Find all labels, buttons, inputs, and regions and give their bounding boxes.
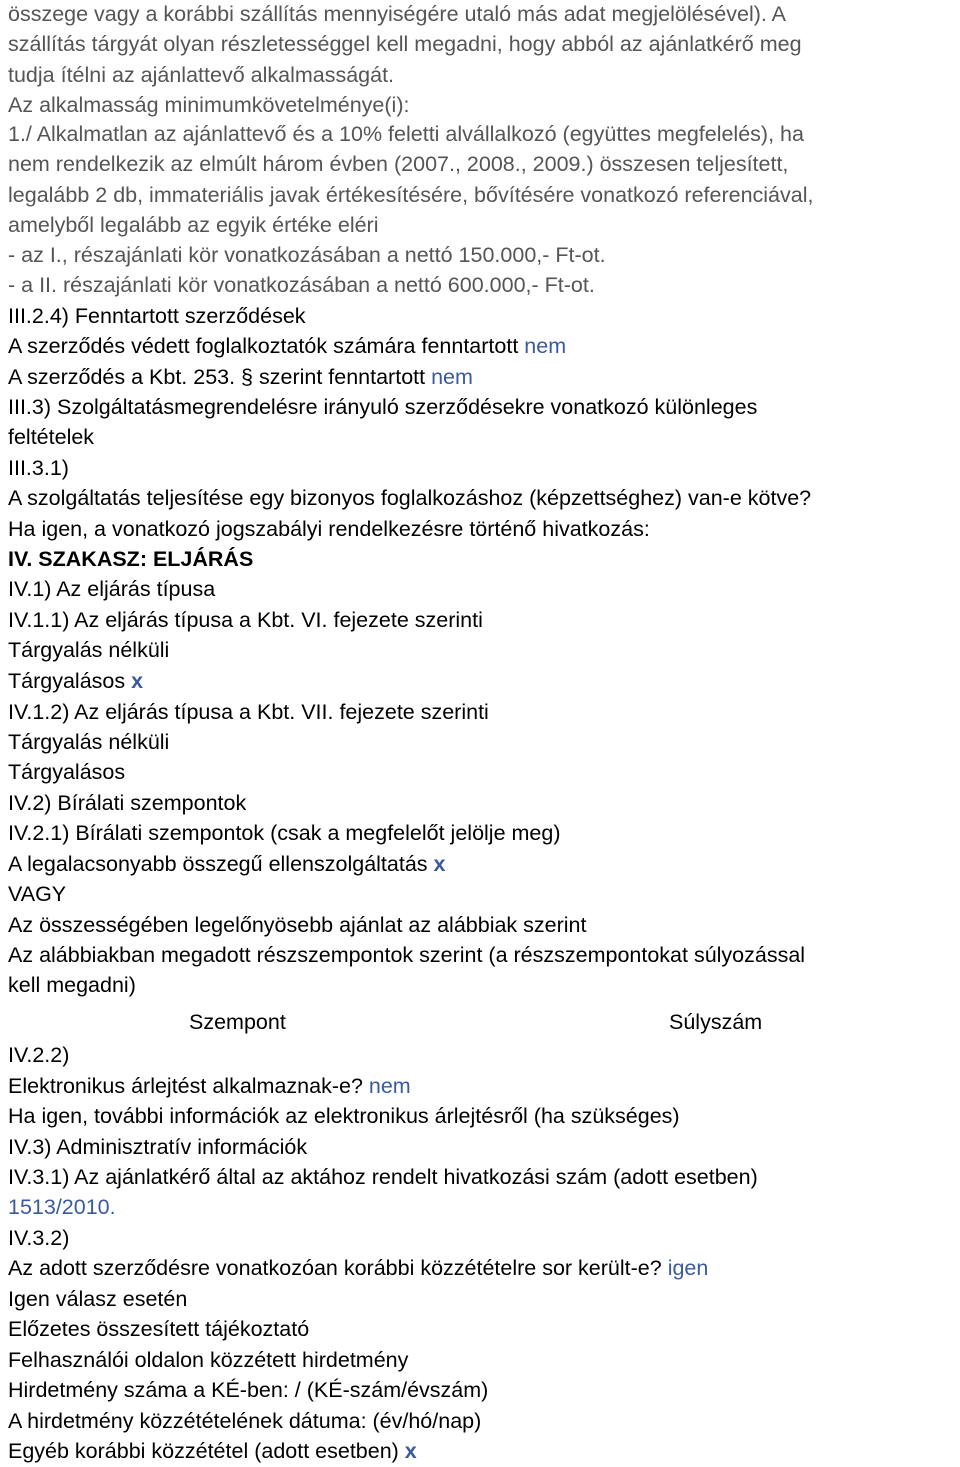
text-segment: Ha igen, a vonatkozó jogszabályi rendelkezésre történő hivatkozás: — [8, 517, 650, 541]
text-segment: összege vagy a korábbi szállítás mennyiségére utaló más adat megjelölésével). A — [8, 2, 786, 26]
text-segment: Igen válasz esetén — [8, 1287, 188, 1311]
text-segment: IV.2.2) — [8, 1043, 70, 1067]
text-segment: 1./ Alkalmatlan az ajánlattevő és a 10% feletti alvállalkozó (együttes megfelelés), ha — [8, 122, 804, 146]
text-line-l14 — [8, 394, 757, 420]
text-segment: IV.3.2) — [8, 1226, 70, 1250]
text-segment: Ha igen, további információk az elektronikus árlejtésről (ha szükséges) — [8, 1104, 680, 1128]
text-line-l29 — [8, 851, 445, 877]
text-line-l12 — [8, 333, 566, 359]
text-line-l38 — [8, 1134, 307, 1160]
text-line-l10 — [8, 272, 595, 298]
answer-value: x — [404, 1439, 417, 1463]
text-line-l28 — [8, 820, 561, 846]
text-segment: Tárgyalás nélküli — [8, 730, 170, 754]
criteria-column-header-szempont: Szempont — [189, 1010, 286, 1034]
text-line-l47 — [8, 1408, 481, 1434]
text-segment: Tárgyalás nélküli — [8, 638, 170, 662]
text-line-l36 — [8, 1073, 411, 1099]
text-line-l7 — [8, 182, 813, 208]
text-line-l21 — [8, 607, 483, 633]
text-line-l37 — [8, 1103, 680, 1129]
text-segment: IV.1) Az eljárás típusa — [8, 577, 216, 601]
text-line-l1 — [8, 1, 786, 27]
text-segment: IV.3) Adminisztratív információk — [8, 1135, 308, 1159]
text-segment: 1513/2010. — [8, 1195, 116, 1219]
text-line-l17 — [8, 485, 811, 511]
text-line-l24 — [8, 699, 489, 725]
text-segment: IV. SZAKASZ: ELJÁRÁS — [8, 547, 254, 571]
text-segment: legalább 2 db, immateriális javak értékesítésére, bővítésére vonatkozó referenciával, — [8, 183, 814, 207]
text-line-l23 — [8, 668, 143, 694]
text-segment: Egyéb korábbi közzététel (adott esetben) — [8, 1439, 405, 1463]
text-line-l3 — [8, 62, 394, 88]
text-segment: Előzetes összesített tájékoztató — [8, 1317, 310, 1341]
text-line-l48 — [8, 1438, 417, 1464]
text-segment: Az alábbiakban megadott részszempontok szerint (a részszempontokat súlyozással — [8, 943, 806, 967]
text-line-l6 — [8, 151, 788, 177]
criteria-column-header-sulyszam: Súlyszám — [669, 1010, 763, 1034]
text-segment: III.3) Szolgáltatásmegrendelésre irányuló szerződésekre vonatkozó különleges — [8, 395, 758, 419]
text-segment: IV.1.1) Az eljárás típusa a Kbt. VI. fejezete szerinti — [8, 608, 483, 632]
text-line-l19 — [8, 546, 253, 572]
text-segment: Az összességében legelőnyösebb ajánlat az alábbiak szerint — [8, 913, 587, 937]
text-segment: amelyből legalább az egyik értéke eléri — [8, 213, 379, 237]
text-segment: A szolgáltatás teljesítése egy bizonyos foglalkozáshoz (képzettséghez) van-e kötve? — [8, 486, 812, 510]
text-segment: Tárgyalásos — [8, 760, 126, 784]
text-line-l35 — [8, 1042, 69, 1068]
text-segment: IV.1.2) Az eljárás típusa a Kbt. VII. fejezete szerinti — [8, 700, 489, 724]
text-segment: Az alkalmasság minimumkövetelménye(i): — [8, 93, 410, 117]
text-line-l46 — [8, 1377, 488, 1403]
text-line-l40 — [8, 1194, 116, 1220]
text-segment: Elektronikus árlejtést alkalmaznak-e? — [8, 1074, 369, 1098]
answer-value: x — [433, 852, 446, 876]
answer-value: nem — [368, 1074, 411, 1098]
text-segment: Felhasználói oldalon közzétett hirdetmény — [8, 1348, 409, 1372]
text-line-l25 — [8, 729, 169, 755]
text-segment: tudja ítélni az ajánlattevő alkalmasságát. — [8, 63, 395, 87]
text-segment: A szerződés a Kbt. 253. § szerint fenntartott — [8, 365, 432, 389]
text-segment: III.3.1) — [8, 456, 69, 480]
text-segment: IV.2) Bírálati szempontok — [8, 791, 247, 815]
text-segment: - az I., részajánlati kör vonatkozásában a nettó 150.000,- Ft-ot. — [8, 243, 606, 267]
text-segment: Tárgyalásos — [8, 669, 132, 693]
text-segment: nem rendelkezik az elmúlt három évben (2007., 2008., 2009.) összesen teljesített, — [8, 152, 789, 176]
text-segment: feltételek — [8, 425, 95, 449]
text-line-l20 — [8, 576, 215, 602]
text-line-l5 — [8, 121, 804, 147]
text-line-l18 — [8, 516, 650, 542]
text-line-l11 — [8, 303, 306, 329]
text-line-l44 — [8, 1316, 309, 1342]
text-line-l42 — [8, 1255, 708, 1281]
text-line-l4 — [8, 92, 409, 118]
text-segment: A hirdetmény közzétételének dátuma: (év/hó/nap) — [8, 1409, 482, 1433]
text-segment: - a II. részajánlati kör vonatkozásában a nettó 600.000,- Ft-ot. — [8, 273, 595, 297]
text-line-l13 — [8, 364, 473, 390]
text-line-l9 — [8, 242, 606, 268]
answer-value: igen — [667, 1256, 709, 1280]
text-line-l15 — [8, 424, 94, 450]
text-line-l39 — [8, 1164, 758, 1190]
text-segment: Hirdetmény száma a KÉ-ben: / (KÉ-szám/évszám) — [8, 1378, 489, 1402]
text-segment: VAGY — [8, 882, 67, 906]
text-segment: A legalacsonyabb összegű ellenszolgáltatás — [8, 852, 434, 876]
answer-value: nem — [524, 334, 567, 358]
text-line-l30 — [8, 881, 66, 907]
answer-value: x — [131, 669, 144, 693]
text-line-l22 — [8, 637, 169, 663]
text-line-l43 — [8, 1286, 187, 1312]
text-line-l8 — [8, 212, 379, 238]
text-segment: szállítás tárgyát olyan részletességgel kell megadni, hogy abból az ajánlatkérő meg — [8, 32, 802, 56]
answer-value: nem — [431, 365, 473, 389]
text-segment: kell megadni) — [8, 973, 136, 997]
text-segment: Az adott szerződésre vonatkozóan korábbi közzétételre sor került-e? — [8, 1256, 668, 1280]
text-line-l2 — [8, 31, 802, 57]
text-line-l33 — [8, 972, 136, 998]
text-segment: A szerződés védett foglalkoztatók számára fenntartott — [8, 334, 525, 358]
text-segment: III.2.4) Fenntartott szerződések — [8, 304, 306, 328]
text-segment: IV.2.1) Bírálati szempontok (csak a megfelelőt jelölje meg) — [8, 821, 561, 845]
text-segment: IV.3.1) Az ajánlatkérő által az aktához rendelt hivatkozási szám (adott esetben) — [8, 1165, 758, 1189]
text-line-l41 — [8, 1225, 69, 1251]
text-line-l31 — [8, 912, 586, 938]
text-line-l27 — [8, 790, 246, 816]
text-line-l16 — [8, 455, 69, 481]
text-line-l45 — [8, 1347, 408, 1373]
text-line-l32 — [8, 942, 805, 968]
text-line-l26 — [8, 759, 125, 785]
